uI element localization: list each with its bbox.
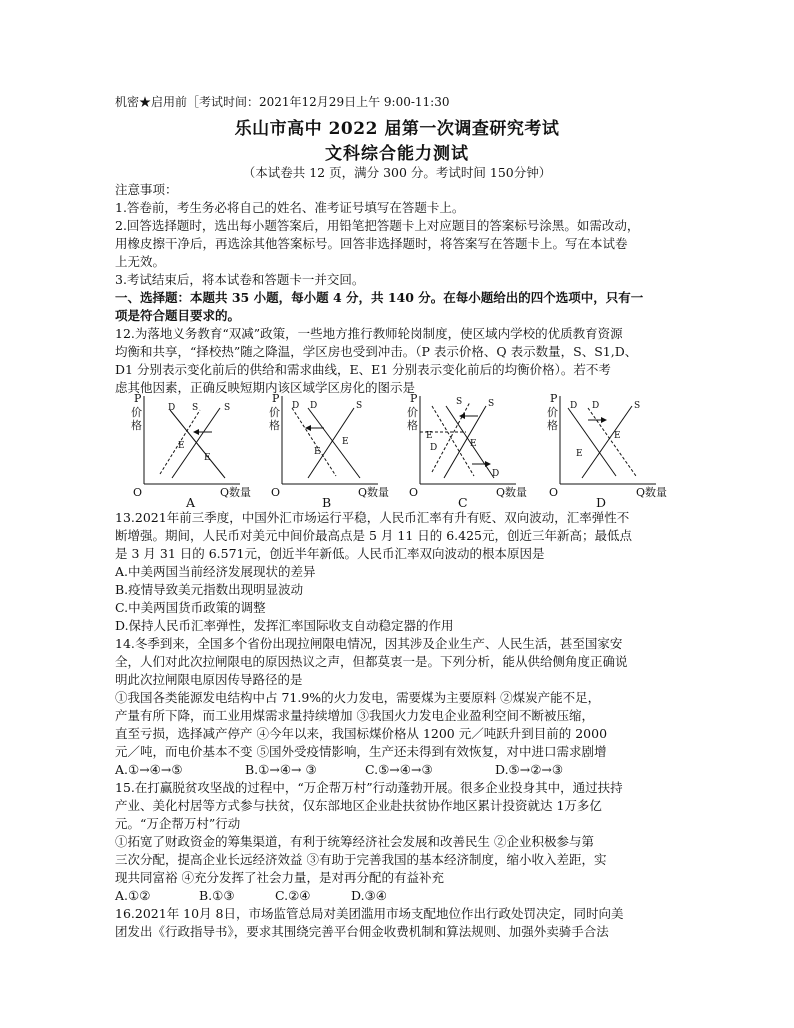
supply-curve-new <box>444 406 486 478</box>
q15-text-line1: 15.在打赢脱贫攻坚战的过程中，“万企帮万村”行动蓬勃开展。很多企业投身其中，通过扶持 <box>115 780 623 795</box>
notice-item-3: 3.考试结束后，将本试卷和答题卡一并交回。 <box>115 272 365 287</box>
origin-label: O <box>409 486 419 499</box>
q14-option-b: B.①→④→ ③ <box>245 762 317 777</box>
q12-text-line4: 虑其他因素，正确反映短期内该区域学区房化的图示是 <box>115 380 416 395</box>
price-label-1: 价 <box>407 406 418 419</box>
price-label-1: 价 <box>547 406 558 419</box>
q-axis-label: Q数量 <box>496 486 528 499</box>
q13-option-a: A.中美两国当前经济发展现状的差异 <box>115 564 316 579</box>
q15-option-c: C.②④ <box>275 888 311 903</box>
q16-text-line2: 团发出《行政指导书》，要求其围绕完善平台佣金收费机制和算法规则、加强外卖骑手合法 <box>115 924 609 939</box>
q14-options <box>115 761 563 779</box>
label-e: E <box>204 453 211 463</box>
p-axis-label: P <box>134 392 142 405</box>
section-heading-line1: 一、选择题：本题共 35 小题，每小题 4 分，共 140 分。在每小题给出的四个选项中，只有一 <box>115 290 644 305</box>
q14-text-line3: 明此次拉闸限电原因传导路径的是 <box>115 672 303 687</box>
label-s: S <box>356 401 363 411</box>
exam-title: 乐山市高中 2022 届第一次调查研究考试 <box>234 119 560 139</box>
label-s: S <box>634 401 641 411</box>
section-heading-line2: 项是符合题目要求的。 <box>115 308 241 323</box>
price-label-1: 价 <box>131 406 142 419</box>
q14-text-line2: 全，人们对此次拉闸限电的原因热议之声，但都莫衷一是。下列分析，能从供给侧角度正确说 <box>115 654 628 669</box>
notice-item-2-line2: 用橡皮擦干净后，再选涂其他答案标号。回答非选择题时，将答案写在答题卡上。写在本试卷 <box>115 236 628 251</box>
q13-option-d: D.保持人民币汇率弹性，发挥汇率国际收支自动稳定器的作用 <box>115 618 454 633</box>
q15-option-d: D.③④ <box>351 888 387 903</box>
demand-curve-old <box>292 408 336 476</box>
graph-d-caption: D <box>596 495 607 510</box>
q15-text-line6: 现共同富裕 ④充分发挥了社会力量，是对再分配的有益补充 <box>115 870 444 885</box>
origin-label: O <box>549 486 559 499</box>
p-axis-label: P <box>272 392 280 405</box>
notice-item-1: 1.答卷前，考生务必将自己的姓名、准考证号填写在答题卡上。 <box>115 200 465 215</box>
q13-option-c: C.中美两国货币政策的调整 <box>115 600 266 615</box>
label-d: D <box>168 403 176 413</box>
q13-text-line1: 13.2021年前三季度，中国外汇市场运行平稳，人民币汇率有升有贬、双向波动，汇率弹性不 <box>115 510 630 525</box>
supply-curve <box>582 406 632 478</box>
label-e1: E <box>426 431 433 441</box>
graph-a-caption: A <box>186 495 196 510</box>
q14-text-line7: 元／吨，而电价基本不变 ⑤国外受疫情影响，生产还未得到有效恢复，对中进口需求剧增 <box>115 744 607 759</box>
label-e1: E <box>614 431 621 441</box>
label-s: S <box>488 399 495 409</box>
confidential-header: 机密★启用前［考试时间：2021年12月29日上午 9:00-11:30 <box>115 95 450 109</box>
origin-label: O <box>133 486 143 499</box>
graph-c-caption: C <box>458 495 468 510</box>
price-label-1: 价 <box>269 406 280 419</box>
q13-option-b: B.疫情导致美元指数出现明显波动 <box>115 582 304 597</box>
q15-text-line4: ①拓宽了财政资金的筹集渠道，有利于统筹经济社会发展和改善民生 ②企业积极参与第 <box>115 834 594 849</box>
label-e: E <box>576 449 583 459</box>
p-axis-label: P <box>550 392 558 405</box>
q14-text-line6: 直至亏损，选择减产停产 ④今年以来，我国标煤价格从 1200 元／吨跃升到目前的 2000 <box>115 726 608 741</box>
demand-curve-old <box>568 408 616 476</box>
q14-text-line1: 14.冬季到来，全国多个省份出现拉闸限电情况，因其涉及企业生产、人民生活，甚至国家安 <box>115 636 623 651</box>
price-label-2: 格 <box>131 419 142 432</box>
graph-d <box>536 392 686 512</box>
q12-text-line1: 12.为落地义务教育“双减”政策，一些地方推行教师轮岗制度，使区域内学校的优质教育资源 <box>115 326 623 341</box>
label-e: E <box>470 439 477 449</box>
q14-option-d: D.⑤→②→③ <box>495 762 564 777</box>
q13-text-line2: 断增强。期间，人民币对美元中间价最高点是 5 月 11 日的 6.425元，创近三年新高；最低点 <box>115 528 633 543</box>
price-label-2: 格 <box>407 419 418 432</box>
q15-option-a: A.①② <box>115 888 151 903</box>
label-s1: S <box>192 403 199 413</box>
q13-text-line3: 是 3 月 31 日的 6.571元，创近半年新低。人民币汇率双向波动的根本原因是 <box>115 546 545 561</box>
q14-option-c: C.⑤→④→③ <box>365 762 433 777</box>
notices-heading: 注意事项： <box>115 182 178 197</box>
demand-curve-new <box>588 408 636 476</box>
price-label-2: 格 <box>547 419 558 432</box>
q-axis-label: Q数量 <box>220 486 252 499</box>
label-d1: D <box>492 469 500 479</box>
demand-curve-new <box>308 408 360 478</box>
label-d: D <box>570 401 578 411</box>
label-d: D <box>430 443 438 453</box>
notice-item-2-line3: 上无效。 <box>115 254 166 269</box>
label-e1: E <box>314 447 321 457</box>
exam-info-note: （本试卷共 12 页，满分 300 分。考试时间 150分钟） <box>242 165 552 180</box>
q14-option-a: A.①→④→⑤ <box>115 762 183 777</box>
q14-text-line4: ①我国各类能源发电结构中占 71.9%的火力发电，需要煤为主要原料 ②煤炭产能不足， <box>115 690 601 705</box>
graph-c <box>396 392 546 512</box>
notice-item-2-line1: 2.回答选择题时，选出每小题答案后，用铅笔把答题卡上对应题目的答案标号涂黑。如需改动， <box>115 218 640 233</box>
q-axis-label: Q数量 <box>358 486 390 499</box>
p-axis-label: P <box>410 392 418 405</box>
origin-label: O <box>271 486 281 499</box>
q15-text-line5: 三次分配，提高企业长远经济效益 ③有助于完善我国的基本经济制度，缩小收入差距，实 <box>115 852 607 867</box>
label-e1: E <box>178 441 185 451</box>
label-d: D <box>310 401 318 411</box>
q15-option-b: B.①③ <box>199 888 235 903</box>
graph-b <box>258 392 408 512</box>
label-s1: S <box>456 397 463 407</box>
graph-b-caption: B <box>322 495 332 510</box>
q15-text-line3: 元。“万企帮万村”行动 <box>115 816 241 831</box>
exam-subject-title: 文科综合能力测试 <box>325 144 469 164</box>
q15-options <box>115 887 387 905</box>
q15-text-line2: 产业、美化村居等方式参与扶贫，仅东部地区企业赴扶贫协作地区累计投资就达 1万多亿 <box>115 798 602 813</box>
q16-text-line1: 16.2021年 10月 8日，市场监管总局对美团滥用市场支配地位作出行政处罚决定，同时向美 <box>115 906 624 921</box>
label-d1: D <box>292 401 300 411</box>
q12-text-line3: D1 分别表示变化前后的供给和需求曲线，E、E1 分别表示变化前后的均衡价格）。若不考 <box>115 362 611 377</box>
price-label-2: 格 <box>269 419 280 432</box>
q12-text-line2: 均衡和共享，“择校热”随之降温，学区房也受到冲击。（P 表示价格、Q 表示数量，S、S1,D、 <box>115 344 638 359</box>
q14-text-line5: 产量有所下降，而工业用煤需求量持续增加 ③我国火力发电企业盈利空间不断被压缩， <box>115 708 594 723</box>
label-d1: D <box>592 401 600 411</box>
label-e: E <box>342 437 349 447</box>
label-s: S <box>224 403 231 413</box>
q-axis-label: Q数量 <box>636 486 668 499</box>
